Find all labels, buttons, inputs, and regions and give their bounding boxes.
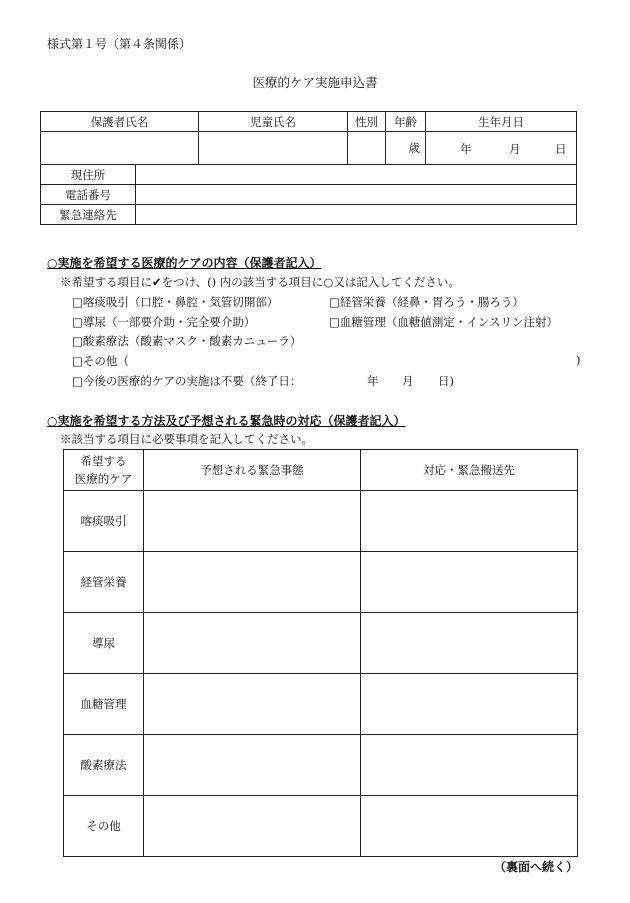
response-field[interactable] [361, 735, 578, 796]
response-field[interactable] [361, 613, 578, 674]
age-header: 年齢 [386, 112, 426, 132]
care-row-label: 血糖管理 [64, 674, 144, 735]
month-unit: 月 [509, 142, 521, 156]
response-field[interactable] [361, 491, 578, 552]
care-type-header [64, 450, 144, 491]
care-row-label: 酸素療法 [64, 735, 144, 796]
document-title: 医療的ケア実施申込書 [252, 75, 378, 90]
checkbox-no-longer-needed[interactable]: □今後の医療的ケアの実施は不要（終了日： [72, 374, 302, 388]
end-date-year: 年 [367, 374, 379, 388]
year-unit: 年 [460, 142, 472, 156]
expected-emergency-field[interactable] [144, 491, 361, 552]
checkbox-urinary-catheter[interactable]: □導尿（一部要介助・完全要介助） [72, 315, 256, 329]
birthdate-field[interactable] [426, 132, 577, 165]
expected-emergency-field[interactable] [144, 552, 361, 613]
guardian-name-field[interactable] [41, 132, 199, 165]
expected-emergency-field[interactable] [144, 796, 361, 857]
care-type-header-line1: 希望する [80, 454, 127, 468]
section1-instruction: ※希望する項目に✔をつけ、() 内の該当する項目に○又は記入してください。 [60, 275, 460, 289]
phone-field[interactable] [136, 185, 577, 205]
section2-instruction: ※該当する項目に必要事項を記入してください。 [60, 432, 313, 446]
response-transport-header: 対応・緊急搬送先 [361, 450, 578, 491]
checkbox-tube-feeding[interactable]: □経管栄養（経鼻・胃ろう・腸ろう） [329, 295, 524, 309]
emergency-contact-field[interactable] [136, 205, 577, 225]
end-date-month: 月 [402, 374, 414, 388]
age-field[interactable] [386, 132, 426, 165]
checkbox-blood-glucose[interactable]: □血糖管理（血糖値測定・インスリン注射） [329, 315, 559, 329]
emergency-contact-label: 緊急連絡先 [41, 205, 136, 225]
child-name-field[interactable] [199, 132, 348, 165]
care-response-table [63, 449, 578, 857]
applicant-info-table [40, 111, 577, 225]
day-unit: 日 [555, 142, 567, 156]
child-name-header: 児童氏名 [199, 112, 348, 132]
response-field[interactable] [361, 796, 578, 857]
continue-on-back-note: （裏面へ続く） [493, 860, 578, 874]
gender-header: 性別 [348, 112, 386, 132]
gender-field[interactable] [348, 132, 386, 165]
other-close-paren: ) [576, 353, 581, 367]
care-row-label: 喀痰吸引 [64, 491, 144, 552]
phone-label: 電話番号 [41, 185, 136, 205]
expected-emergency-field[interactable] [144, 674, 361, 735]
response-field[interactable] [361, 552, 578, 613]
address-label: 現住所 [41, 165, 136, 185]
response-field[interactable] [361, 674, 578, 735]
care-row-label: 導尿 [64, 613, 144, 674]
care-row-label: 経管栄養 [64, 552, 144, 613]
birthdate-header: 生年月日 [426, 112, 577, 132]
form-number: 様式第１号（第４条関係） [47, 37, 192, 51]
checkbox-sputum-suction[interactable]: □喀痰吸引（口腔・鼻腔・気管切開部） [72, 295, 279, 309]
section1-heading: ○実施を希望する医療的ケアの内容（保護者記入） [47, 256, 322, 270]
care-row-label: その他 [64, 796, 144, 857]
expected-emergency-field[interactable] [144, 735, 361, 796]
checkbox-oxygen-therapy[interactable]: □酸素療法（酸素マスク・酸素カニューラ） [72, 334, 302, 348]
address-field[interactable] [136, 165, 577, 185]
guardian-name-header: 保護者氏名 [41, 112, 199, 132]
section2-heading: ○実施を希望する方法及び予想される緊急時の対応（保護者記入） [47, 414, 406, 428]
care-type-header-line2: 医療的ケア [74, 472, 133, 486]
expected-emergency-field[interactable] [144, 613, 361, 674]
expected-emergency-header: 予想される緊急事態 [144, 450, 361, 491]
checkbox-other[interactable]: □その他（ [72, 354, 129, 368]
age-unit: 歳 [408, 141, 420, 155]
end-date-day: 日) [438, 374, 454, 388]
